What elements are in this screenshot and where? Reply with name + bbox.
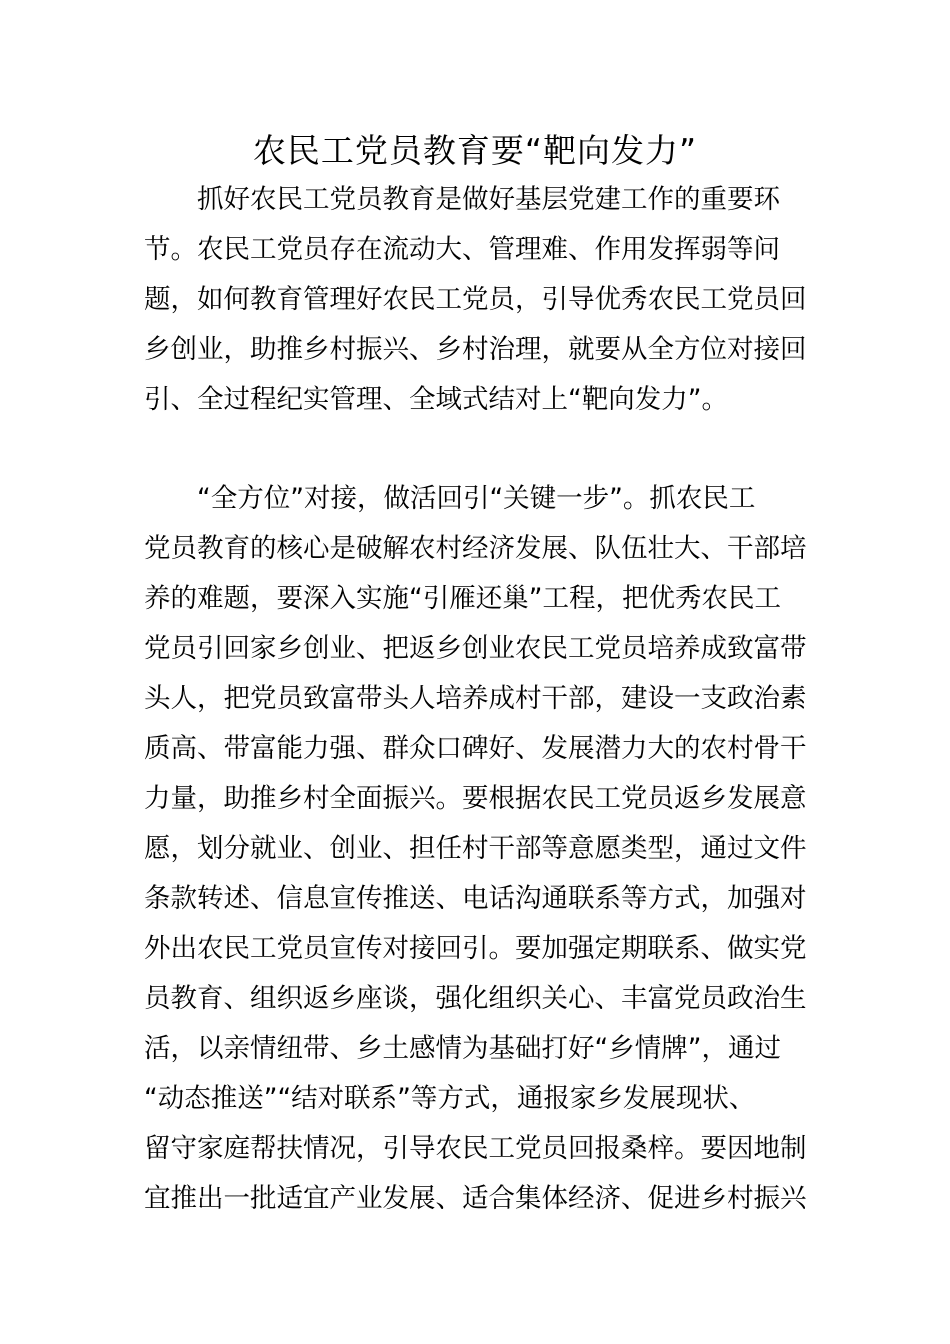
paragraph-2-line-12: 活，以亲情纽带、乡土感情为基础打好“乡情牌”，通过 xyxy=(144,1033,781,1064)
paragraph-2-line-11: 员教育、组织返乡座谈，强化组织关心、丰富党员政治生 xyxy=(144,983,807,1014)
paragraph-2-line-6: 质高、带富能力强、群众口碑好、发展潜力大的农村骨干 xyxy=(144,733,807,764)
paragraph-2-line-7: 力量，助推乡村全面振兴。要根据农民工党员返乡发展意 xyxy=(144,783,807,814)
paragraph-2-line-1: “全方位”对接，做活回引“关键一步”。抓农民工 xyxy=(144,483,756,514)
paragraph-2-line-3: 养的难题，要深入实施“引雁还巢”工程，把优秀农民工 xyxy=(144,583,781,614)
paragraph-1-line-1: 抓好农民工党员教育是做好基层党建工作的重要环 xyxy=(144,184,780,215)
paragraph-2-line-15: 宜推出一批适宜产业发展、适合集体经济、促进乡村振兴 xyxy=(144,1183,807,1214)
paragraph-2-line-2: 党员教育的核心是破解农村经济发展、队伍壮大、干部培 xyxy=(144,533,807,564)
paragraph-1-line-3: 题，如何教育管理好农民工党员，引导优秀农民工党员回 xyxy=(144,284,807,315)
paragraph-2-line-14: 留守家庭帮扶情况，引导农民工党员回报桑梓。要因地制 xyxy=(144,1133,807,1164)
paragraph-2-line-13: “动态推送”“结对联系”等方式，通报家乡发展现状、 xyxy=(144,1083,756,1114)
paragraph-1-line-5: 引、全过程纪实管理、全域式结对上“靶向发力”。 xyxy=(144,384,728,415)
paragraph-2-line-8: 愿，划分就业、创业、担任村干部等意愿类型，通过文件 xyxy=(144,833,807,864)
paragraph-2-line-10: 外出农民工党员宣传对接回引。要加强定期联系、做实党 xyxy=(144,933,807,964)
paragraph-2-line-4: 党员引回家乡创业、把返乡创业农民工党员培养成致富带 xyxy=(144,633,807,664)
paragraph-2-line-9: 条款转述、信息宣传推送、电话沟通联系等方式，加强对 xyxy=(144,883,807,914)
paragraph-1-line-2: 节。农民工党员存在流动大、管理难、作用发挥弱等问 xyxy=(144,234,780,265)
paragraph-2-line-5: 头人，把党员致富带头人培养成村干部，建设一支政治素 xyxy=(144,683,807,714)
paragraph-1-line-4: 乡创业，助推乡村振兴、乡村治理，就要从全方位对接回 xyxy=(144,334,807,365)
document-title: 农民工党员教育要“靶向发力” xyxy=(252,131,698,170)
